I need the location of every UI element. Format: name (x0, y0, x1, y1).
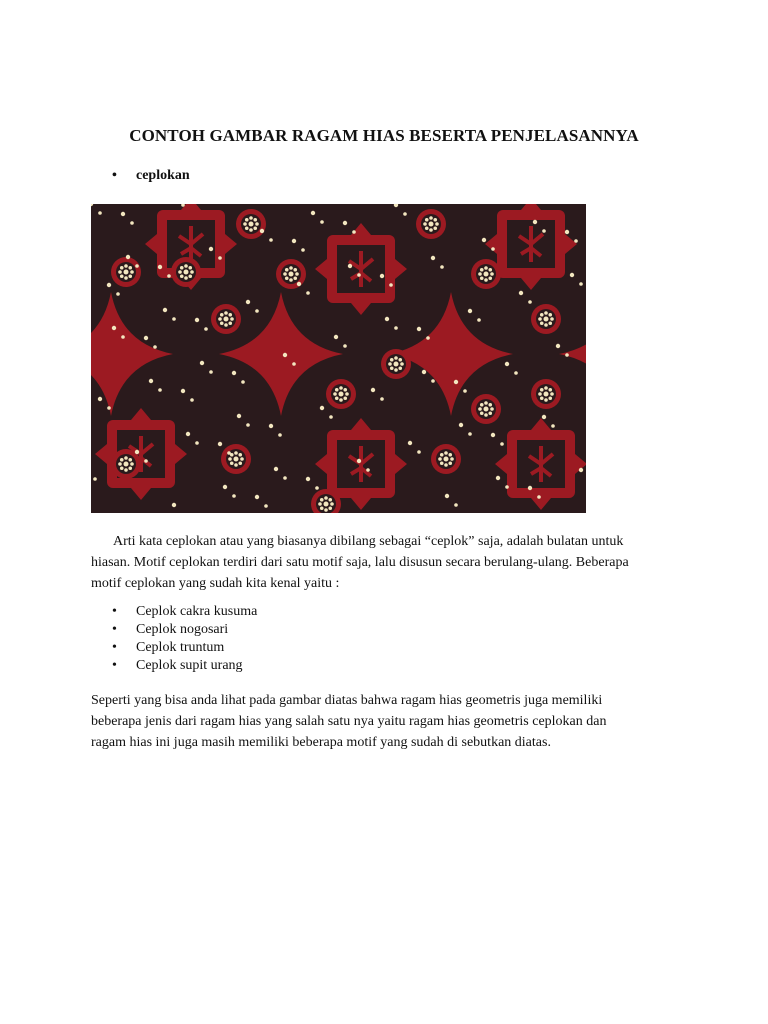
bullet-icon: • (112, 604, 117, 619)
bullet-icon: • (112, 168, 117, 183)
list-item (112, 603, 257, 621)
paragraph-line: beberapa jenis dari ragam hias yang salah satu nya yaitu ragam hias geometris ceplokan dan (91, 714, 607, 729)
batik-ceplok-image (91, 204, 586, 513)
paragraph-line: Arti kata ceplokan atau yang biasanya dibilang sebagai “ceplok” saja, adalah bulatan untuk (113, 534, 624, 549)
bullet-icon: • (112, 622, 117, 637)
bullet-icon: • (112, 640, 117, 655)
motif-list (112, 603, 257, 675)
paragraph-line: Seperti yang bisa anda lihat pada gambar diatas bahwa ragam hias geometris juga memiliki (91, 693, 603, 708)
list-item (112, 657, 257, 675)
paragraph-ceplokan-meaning (91, 531, 681, 594)
list-item-label: Ceplok supit urang (136, 658, 243, 673)
list-item-label: Ceplok truntum (136, 640, 225, 655)
paragraph-line: motif ceplokan yang sudah kita kenal yaitu : (91, 576, 340, 591)
list-item-label: Ceplok nogosari (136, 622, 229, 637)
paragraph-line: hiasan. Motif ceplokan terdiri dari satu motif saja, lalu disusun secara berulang-ulang. Beberapa (91, 555, 629, 570)
list-item-label: Ceplok cakra kusuma (136, 604, 258, 619)
paragraph-line: ragam hias ini juga masih memiliki beberapa motif yang sudah di sebutkan diatas. (91, 735, 551, 750)
list-item (112, 621, 257, 639)
page-title: CONTOH GAMBAR RAGAM HIAS BESERTA PENJELASANNYA (129, 126, 639, 145)
bullet-icon: • (112, 658, 117, 673)
list-item (112, 639, 257, 657)
section-heading-label: ceplokan (136, 168, 190, 183)
paragraph-conclusion (91, 690, 681, 753)
